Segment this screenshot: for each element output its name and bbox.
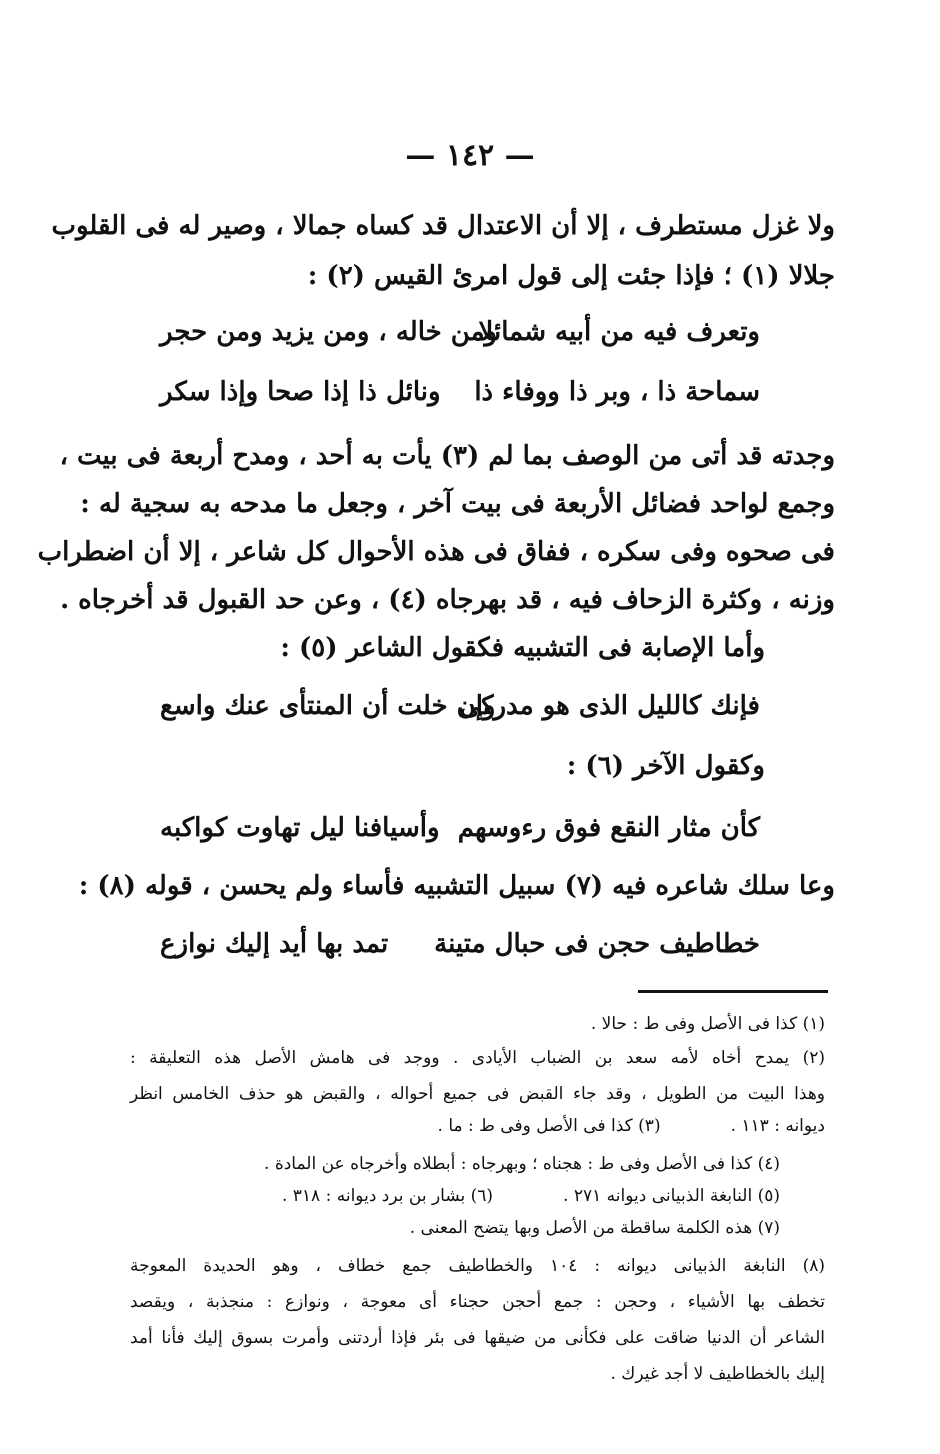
footnote: إليك بالخطاطيف لا أجد غيرك . — [610, 1364, 825, 1384]
verse-second-hemistich: ونائل ذا إذا صحا وإذا سكر — [160, 377, 441, 407]
footnote-divider — [638, 990, 828, 993]
body-line: وزنه ، وكثرة الزحاف فيه ، قد بهرجاه (٤) ، وعن حد القبول قد أخرجاه . — [60, 585, 835, 615]
footnote: تخطف بها الأشياء ، وحجن : جمع أحجن حجناء أى معوجة ، ونوازع : منجذبة ، ويقصد — [130, 1292, 825, 1312]
footnote-line — [438, 1112, 825, 1140]
footnote: (٦) بشار بن برد ديوانه : ٣١٨ . — [281, 1186, 494, 1206]
footnote: وهذا البيت من الطويل ، وقد جاء القبض فى جميع أحواله ، والقبض هو حذف الخامس انظر — [130, 1084, 825, 1104]
footnote: (٥) النابغة الذبيانى ديوانه ٢٧١ . — [563, 1186, 780, 1206]
footnote: (٣) كذا فى الأصل وفى ط : ما . — [437, 1116, 661, 1136]
verse-second-hemistich: وإن خلت أن المنتأى عنك واسع — [160, 691, 496, 721]
verse-first-hemistich: خطاطيف حجن فى حبال متينة — [434, 929, 760, 959]
verse-first-hemistich: فإنك كالليل الذى هو مدركى — [459, 691, 760, 721]
verse-second-hemistich: تمد بها أيد إليك نوازع — [160, 929, 389, 959]
verse-first-hemistich: وتعرف فيه من أبيه شمائلا — [478, 317, 760, 347]
footnote-line — [282, 1182, 780, 1210]
body-line: وجمع لواحد فضائل الأربعة فى بيت آخر ، وجعل ما مدحه به سجية له : — [80, 489, 835, 519]
footnote: الشاعر أن الدنيا ضاقت على فكأنى من ضيقها فى بئر فإذا أردتنى وأمرت بسوق إليك فأنا أمد — [130, 1328, 825, 1348]
footnote: (٧) هذه الكلمة ساقطة من الأصل وبها يتضح المعنى . — [409, 1218, 780, 1238]
body-line: وكقول الآخر (٦) : — [566, 751, 765, 781]
body-line: وجدته قد أتى من الوصف بما لم (٣) يأت به أحد ، ومدح أربعة فى بيت ، — [59, 441, 835, 471]
body-line: وعا سلك شاعره فيه (٧) سبيل التشبيه فأساء ولم يحسن ، قوله (٨) : — [78, 871, 835, 901]
footnote: ديوانه : ١١٣ . — [730, 1116, 825, 1136]
verse-second-hemistich: ومن خاله ، ومن يزيد ومن حجر — [160, 317, 498, 347]
footnote: (٨) النابغة الذبيانى ديوانه : ١٠٤ والخطاطيف جمع خطاف ، وهو الحديدة المعوجة — [130, 1256, 825, 1276]
footnote: (٤) كذا فى الأصل وفى ط : هجناه ؛ وبهرجاه : أبطلاه وأخرجاه عن المادة . — [264, 1154, 780, 1174]
body-line: وأما الإصابة فى التشبيه فكقول الشاعر (٥) : — [280, 633, 765, 663]
verse-first-hemistich: كأن مثار النقع فوق رءوسهم — [457, 813, 760, 843]
body-line: ولا غزل مستطرف ، إلا أن الاعتدال قد كساه جمالا ، وصير له فى القلوب — [51, 211, 835, 241]
page-number: — ١٤٢ — — [405, 138, 535, 173]
body-line: فى صحوه وفى سكره ، ففاق فى هذه الأحوال كل شاعر ، إلا أن اضطراب — [37, 537, 835, 567]
verse-second-hemistich: وأسيافنا ليل تهاوت كواكبه — [160, 813, 440, 843]
body-line: جلالا (١) ؛ فإذا جئت إلى قول امرئ القيس (٢) : — [307, 261, 835, 291]
footnote: (١) كذا فى الأصل وفى ط : حالا . — [590, 1014, 825, 1034]
verse-first-hemistich: سماحة ذا ، وبر ذا ووفاء ذا — [474, 377, 760, 407]
footnote: (٢) يمدح أخاه لأمه سعد بن الضباب الأيادى . ووجد فى هامش الأصل هذه التعليقة : — [130, 1048, 825, 1068]
